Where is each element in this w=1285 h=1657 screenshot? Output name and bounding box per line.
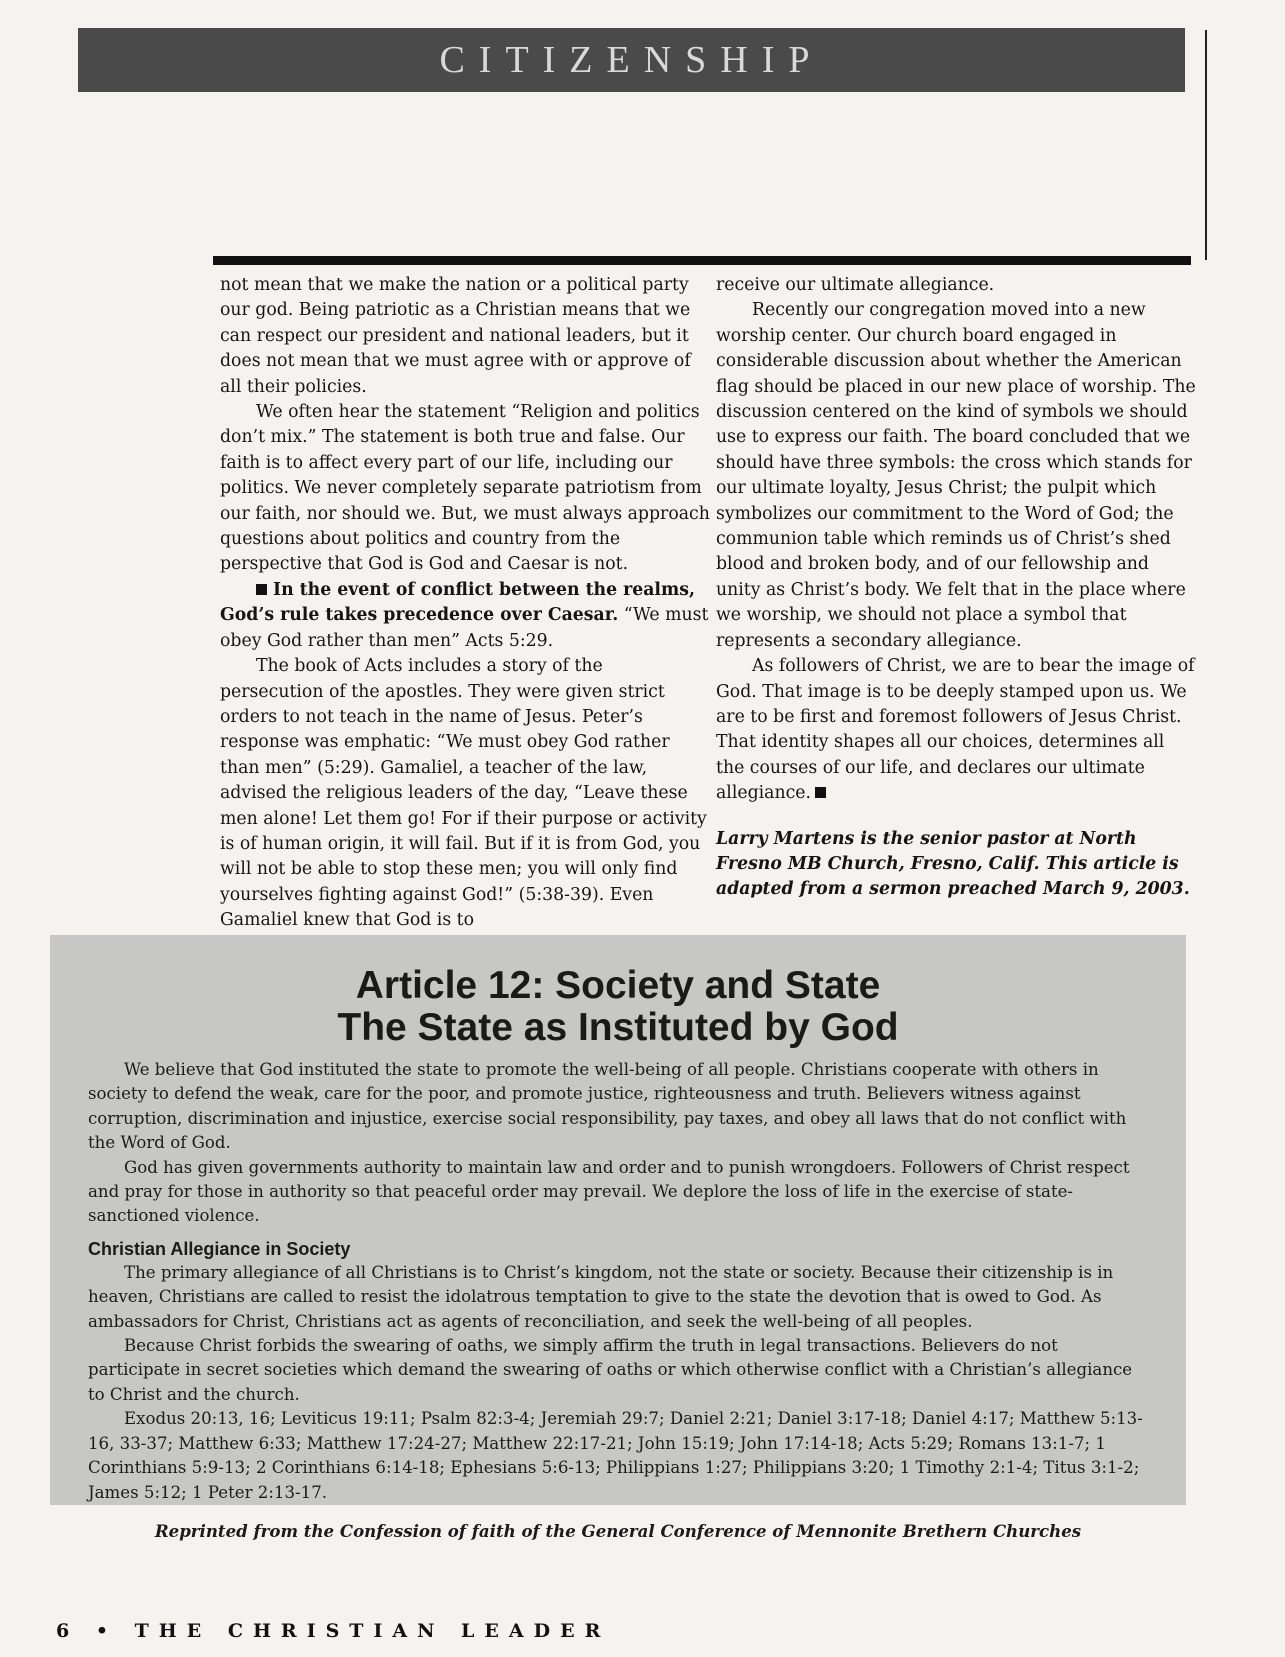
publication-name: THE CHRISTIAN LEADER bbox=[134, 1620, 611, 1642]
closing-text: As followers of Christ, we are to bear the image of God. That image is to be deeply stamped upon us. We are to be first and foremost followers of Jesus Christ. That identity shapes all our choices, determines all the courses of our life, and declares our ultimate allegiance. bbox=[716, 656, 1195, 804]
article-subheading: Christian Allegiance in Society bbox=[88, 1238, 351, 1259]
callout-lead: In the event of conflict between the realms, God’s rule takes precedence over Caesar. bbox=[220, 579, 696, 626]
body-paragraph: receive our ultimate allegiance. bbox=[716, 275, 995, 295]
reprint-credit: Reprinted from the Confession of faith of the General Conference of Mennonite Brethern Churches bbox=[154, 1520, 1082, 1541]
section-header bbox=[78, 28, 1185, 92]
scripture-references: Exodus 20:13, 16; Leviticus 19:11; Psalm 82:3-4; Jeremiah 29:7; Daniel 2:21; Daniel 3:17-18; Daniel 4:17; Matthew 5:13-16, 33-37; Matthew 6:33; Matthew 17:24-27; Matthew 22:17-21; John 15:19; John 17:14-18; Acts 5:29; Romans 13:1-7; 1 Corinthians 5:9-13; 2 Corinthians 6:14-18; Ephesians 5:6-13; Philippians 1:27; Philippians 3:20; 1 Timothy 2:1-4; Titus 3:1-2; James 5:12; 1 Peter 2:13-17. bbox=[88, 1409, 1143, 1502]
left-column bbox=[220, 273, 710, 934]
horizontal-rule bbox=[213, 256, 1191, 265]
right-column bbox=[716, 273, 1196, 903]
article-body bbox=[88, 1058, 1148, 1543]
author-bio: Larry Martens is the senior pastor at North Fresno MB Church, Fresno, Calif. This article is adapted from a sermon preached March 9, 2003. bbox=[716, 828, 1190, 900]
page-number: 6 bbox=[56, 1620, 80, 1642]
closing-paragraph bbox=[716, 654, 1196, 806]
article-title-line-1: Article 12: Society and State bbox=[355, 964, 881, 1007]
body-paragraph: The book of Acts includes a story of the persecution of the apostles. They were given strict orders to not teach in the name of Jesus. Peter’s response was emphatic: “We must obey God rather than men” (5:29). Gamaliel, a teacher of the law, advised the religious leaders of the day, “Leave these men alone! Let them go! For if their purpose or activity is of human origin, it will fail. But if it is from God, you will not be able to stop these men; you will only find yourselves fighting against God!” (5:38-39). Even Gamaliel knew that God is to bbox=[220, 656, 707, 931]
article-paragraph: The primary allegiance of all Christians is to Christ’s kingdom, not the state or society. Because their citizenship is in heaven, Christians are called to resist the idolatrous temptation to give to the state the devotion that is owed to God. As ambassadors for Christ, Christians act as agents of reconciliation, and seek the well-being of all peoples. bbox=[88, 1262, 1114, 1331]
article-paragraph: God has given governments authority to maintain law and order and to punish wrongdoers. Followers of Christ respect and pray for those in authority so that peaceful order may prevail. We deplore the loss of life in the exercise of state-sanctioned violence. bbox=[88, 1157, 1130, 1226]
footer-separator: • bbox=[95, 1620, 119, 1642]
callout-paragraph bbox=[220, 578, 710, 654]
body-paragraph: We often hear the statement “Religion and politics don’t mix.” The statement is both true and false. Our faith is to affect every part of our life, including our politics. We never completely separate patriotism from our faith, nor should we. But, we must always approach questions about politics and country from the perspective that God is God and Caesar is not. bbox=[220, 402, 710, 575]
vertical-rule bbox=[1205, 30, 1207, 260]
article-title bbox=[50, 965, 1186, 1049]
section-title: CITIZENSHIP bbox=[439, 39, 824, 81]
square-bullet-icon bbox=[256, 584, 267, 595]
article-box bbox=[50, 935, 1186, 1541]
callout-text: “We must obey God rather than men” Acts 5:29. bbox=[220, 605, 709, 651]
body-paragraph: not mean that we make the nation or a political party our god. Being patriotic as a Christian means that we can respect our president and national leaders, but it does not mean that we must agree with or approve of all their policies. bbox=[220, 275, 691, 397]
article-paragraph: We believe that God instituted the state to promote the well-being of all people. Christians cooperate with others in society to defend the weak, care for the poor, and promote justice, righteousness and truth. Believers witness against corruption, discrimination and injustice, exercise social responsibility, pay taxes, and obey all laws that do not conflict with the Word of God. bbox=[88, 1060, 1127, 1153]
page-footer bbox=[56, 1620, 610, 1642]
article-paragraph: Because Christ forbids the swearing of oaths, we simply affirm the truth in legal transactions. Believers do not participate in secret societies which demand the swearing of oaths or which otherwise conflict with a Christian’s allegiance to Christ and the church. bbox=[88, 1336, 1133, 1404]
body-paragraph: Recently our congregation moved into a new worship center. Our church board engaged in considerable discussion about whether the American flag should be placed in our new place of worship. The discussion centered on the kind of symbols we should use to express our faith. The board concluded that we should have three symbols: the cross which stands for our ultimate loyalty, Jesus Christ; the pulpit which symbolizes our commitment to the Word of God; the communion table which reminds us of Christ’s shed blood and broken body, and of our fellowship and unity as Christ’s body. We felt that in the place where we worship, we should not place a symbol that represents a secondary allegiance. bbox=[716, 300, 1196, 651]
end-mark-icon bbox=[815, 787, 826, 798]
article-title-line-2: The State as Instituted by God bbox=[337, 1006, 899, 1049]
